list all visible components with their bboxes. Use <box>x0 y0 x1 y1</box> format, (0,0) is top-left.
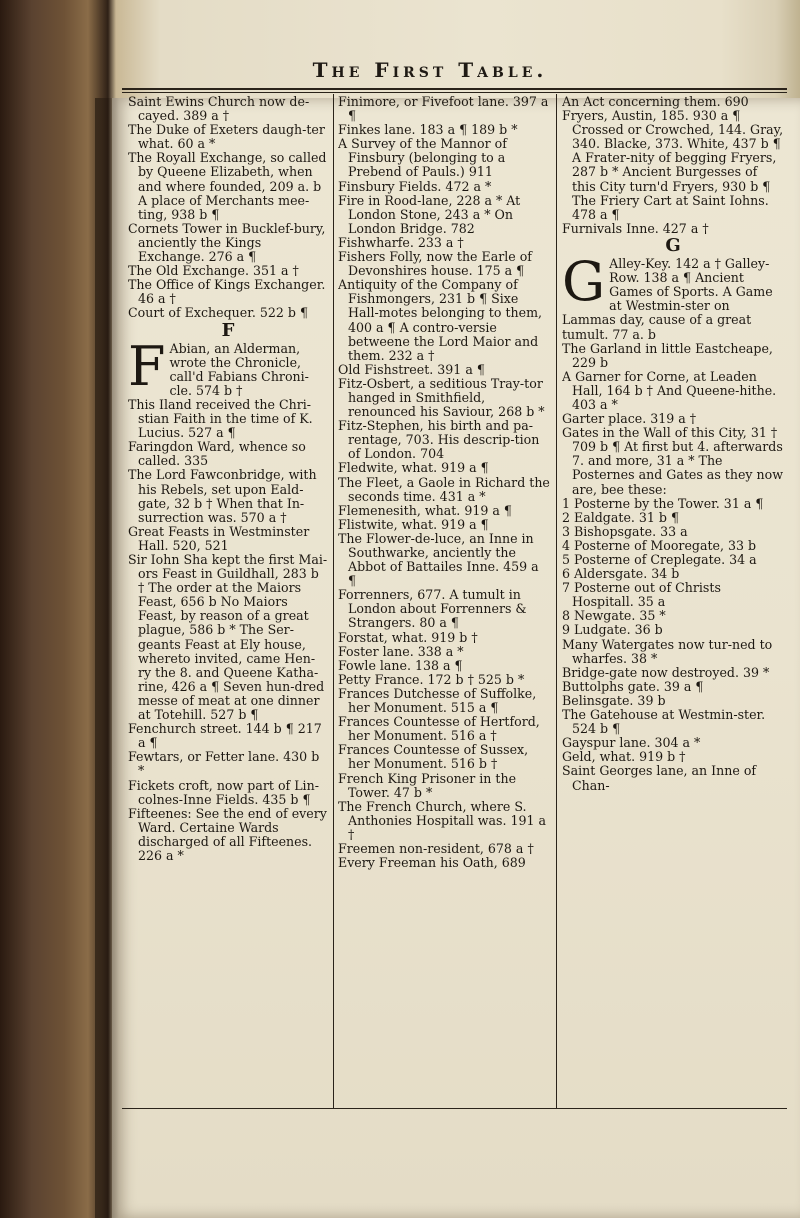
section-letter: F <box>221 319 235 341</box>
index-entry: Many Watergates now tur-ned to wharfes. 38 * <box>562 636 773 666</box>
index-entry: Fryers, Austin, 185. 930 a ¶ Crossed or Crowched, 144. Gray, 340. Blacke, 373. White, 437 b ¶ A Frater-nity of begging Fryers, 287 b * Ancient Burgesses of this City turn'd Fryers, 930 b ¶ The Friery Cart at Saint Iohns. 478 a ¶ <box>562 108 784 222</box>
index-entry: Freemen non-resident, 678 a † <box>338 840 534 856</box>
index-entry: Fewtars, or Fetter lane. 430 b * <box>128 749 320 779</box>
index-entry: Forrenners, 677. A tumult in London about Forrenners & Strangers. 80 a ¶ <box>338 587 527 631</box>
index-entry: Frances Countesse of Hertford, her Monument. 516 a † <box>338 714 540 744</box>
index-entry: Fire in Rood-lane, 228 a * At London Stone, 243 a * On London Bridge. 782 <box>338 192 521 236</box>
index-entry: The Fleet, a Gaole in Richard the seconds time. 431 a * <box>338 474 550 504</box>
index-entry: Saint Georges lane, an Inne of Chan- <box>562 763 757 793</box>
index-entry: Cornets Tower in Bucklef-bury, anciently the Kings Exchange. 276 a ¶ <box>128 220 326 265</box>
index-entry: 9 Ludgate. 36 b <box>562 622 663 638</box>
header-rule <box>122 88 787 90</box>
index-entry: The Royall Exchange, so called by Queene Elizabeth, when and where founded, 209 a. b A place of Merchants mee-ting, 938 b ¶ <box>128 150 327 222</box>
running-head: The First Table. <box>312 58 548 82</box>
index-entry: Belinsgate. 39 b <box>562 692 666 708</box>
index-entry-text: Abian, an Alderman, wrote the Chronicle, call'd Fabians Chroni-cle. 574 b † <box>169 340 309 398</box>
index-entry: Gayspur lane. 304 a * <box>562 735 701 751</box>
index-entry: Bridge-gate now destroyed. 39 * <box>562 664 770 680</box>
index-entry: Antiquity of the Company of Fishmongers, 231 b ¶ Sixe Hall-motes belonging to them, 400 a ¶ A contro-versie betweene the Lord Maior and them. 232 a † <box>338 277 543 363</box>
index-entry: Fishwharfe. 233 a † <box>338 234 464 250</box>
index-entry: A Garner for Corne, at Leaden Hall, 164 b † And Queene-hithe. 403 a * <box>562 368 777 412</box>
index-entry: 5 Posterne of Creplegate. 34 a <box>562 552 757 567</box>
index-entry: 8 Newgate. 35 * <box>562 608 666 624</box>
gutter-shadow <box>95 98 119 1218</box>
index-entry: Fitz-Osbert, a seditious Tray-tor hanged in Smithfield, renounced his Saviour, 268 b * <box>338 375 545 420</box>
index-entry-drop-cap <box>562 250 784 342</box>
index-entry: Geld, what. 919 b † <box>562 749 686 765</box>
index-entry: The Office of Kings Exchanger. 46 a † <box>128 277 326 307</box>
index-column-2 <box>338 95 550 1107</box>
index-column-3 <box>562 95 784 1107</box>
index-entry: The French Church, where S. Anthonies Hospitall was. 191 a † <box>338 798 547 842</box>
index-entry: Frances Dutchesse of Suffolke, her Monument. 515 a ¶ <box>338 685 537 716</box>
index-entry: Furnivals Inne. 427 a † <box>562 220 709 236</box>
index-entry: Saint Ewins Church now de-cayed. 389 a † <box>128 95 310 124</box>
index-entry: Garter place. 319 a † <box>562 411 697 427</box>
index-entry: Forstat, what. 919 b † <box>338 629 478 645</box>
index-column-1 <box>128 95 328 1107</box>
index-entry: 1 Posterne by the Tower. 31 a ¶ <box>562 495 764 511</box>
index-entry: The Gatehouse at Westmin-ster. 524 b ¶ <box>562 707 766 737</box>
drop-cap-initial: G <box>562 250 606 314</box>
index-entry: Fenchurch street. 144 b ¶ 217 a ¶ <box>128 721 322 751</box>
section-letter: G <box>665 234 681 256</box>
header-rule-thin <box>122 92 787 93</box>
index-entry: This Iland received the Chri-stian Faith in the time of K. Lucius. 527 a ¶ <box>128 396 313 441</box>
index-entry: Faringdon Ward, whence so called. 335 <box>128 439 306 469</box>
index-entry: Petty France. 172 b † 525 b * <box>338 671 525 687</box>
index-entry: 6 Aldersgate. 34 b <box>562 566 680 582</box>
column-rule-left <box>333 94 334 1108</box>
index-entry: Finsbury Fields. 472 a * <box>338 178 492 194</box>
index-entry: The Duke of Exeters daugh-ter what. 60 a * <box>128 122 325 152</box>
index-entry: Fledwite, what. 919 a ¶ <box>338 460 489 476</box>
index-entry: Finkes lane. 183 a ¶ 189 b * <box>338 122 518 138</box>
index-entry: 3 Bishopsgate. 33 a <box>562 523 688 539</box>
index-entry: The Flower-de-luce, an Inne in Southwarke, anciently the Abbot of Battailes Inne. 459 a ¶ <box>338 530 539 589</box>
index-entry: Foster lane. 338 a * <box>338 643 464 659</box>
index-entry: 7 Posterne out of Christs Hospitall. 35 a <box>562 580 721 610</box>
index-entry: French King Prisoner in the Tower. 47 b * <box>338 770 517 800</box>
index-entry: Fitz-Stephen, his birth and pa-rentage, 703. His descrip-tion of London. 704 <box>338 418 540 462</box>
index-entry: Flemenesith, what. 919 a ¶ <box>338 502 512 518</box>
index-entry: Finimore, or Fivefoot lane. 397 a ¶ <box>338 95 549 124</box>
drop-cap-initial: F <box>128 334 166 398</box>
index-entry-text: Alley-Key. 142 a † Galley-Row. 138 a ¶ Ancient Games of Sports. A Game at Westmin-ster on Lammas day, cause of a great tumult. 77 a. b <box>562 256 773 342</box>
index-entry: 2 Ealdgate. 31 b ¶ <box>562 509 680 525</box>
index-entry: Sir Iohn Sha kept the first Mai-ors Feast in Guildhall, 283 b † The order at the Maiors Feast, 656 b No Maiors Feast, by reason of a great plague, 586 b * The Ser-geants Feast at Ely house, whereto invited, came Hen-ry the 8. and Queene Katha-rine, 426 a ¶ Seven hun-dred messe of meat at one dinner at Totehill. 527 b ¶ <box>128 552 328 723</box>
index-entry: Gates in the Wall of this City, 31 † 709 b ¶ At first but 4. afterwards 7. and more, 31 a * The Posternes and Gates as they now are, bee these: <box>562 425 783 497</box>
index-entry-drop-cap <box>128 334 328 398</box>
index-entry: Fishers Folly, now the Earle of Devonshires house. 175 a ¶ <box>338 249 532 279</box>
index-entry: The Lord Fawconbridge, with his Rebels, set upon Eald-gate, 32 b † When that In-surrection was. 570 a † <box>128 467 317 525</box>
index-entry: Great Feasts in Westminster Hall. 520, 521 <box>128 523 310 553</box>
index-entry: The Old Exchange. 351 a † <box>128 263 299 279</box>
index-entry: Fickets croft, now part of Lin-colnes-Inne Fields. 435 b ¶ <box>128 777 319 807</box>
index-entry: An Act concerning them. 690 <box>562 95 749 109</box>
footer-rule <box>122 1108 787 1109</box>
index-entry: 4 Posterne of Mooregate, 33 b <box>562 537 757 553</box>
index-entry: Court of Exchequer. 522 b ¶ <box>128 305 308 321</box>
index-entry: Fowle lane. 138 a ¶ <box>338 657 463 673</box>
index-entry: Fifteenes: See the end of every Ward. Certaine Wards discharged of all Fifteenes. 226 a * <box>128 805 327 863</box>
index-entry: Frances Countesse of Sussex, her Monument. 516 b † <box>338 742 529 772</box>
index-entry: Every Freeman his Oath, 689 <box>338 855 526 871</box>
column-rule-right <box>556 94 557 1108</box>
index-entry: Flistwite, what. 919 a ¶ <box>338 516 489 532</box>
index-entry: A Survey of the Mannor of Finsbury (belonging to a Prebend of Pauls.) 911 <box>338 136 507 180</box>
index-entry: Buttolphs gate. 39 a ¶ <box>562 678 704 694</box>
index-entry: The Garland in little Eastcheape, 229 b <box>562 340 773 370</box>
index-entry: Old Fishstreet. 391 a ¶ <box>338 361 485 377</box>
